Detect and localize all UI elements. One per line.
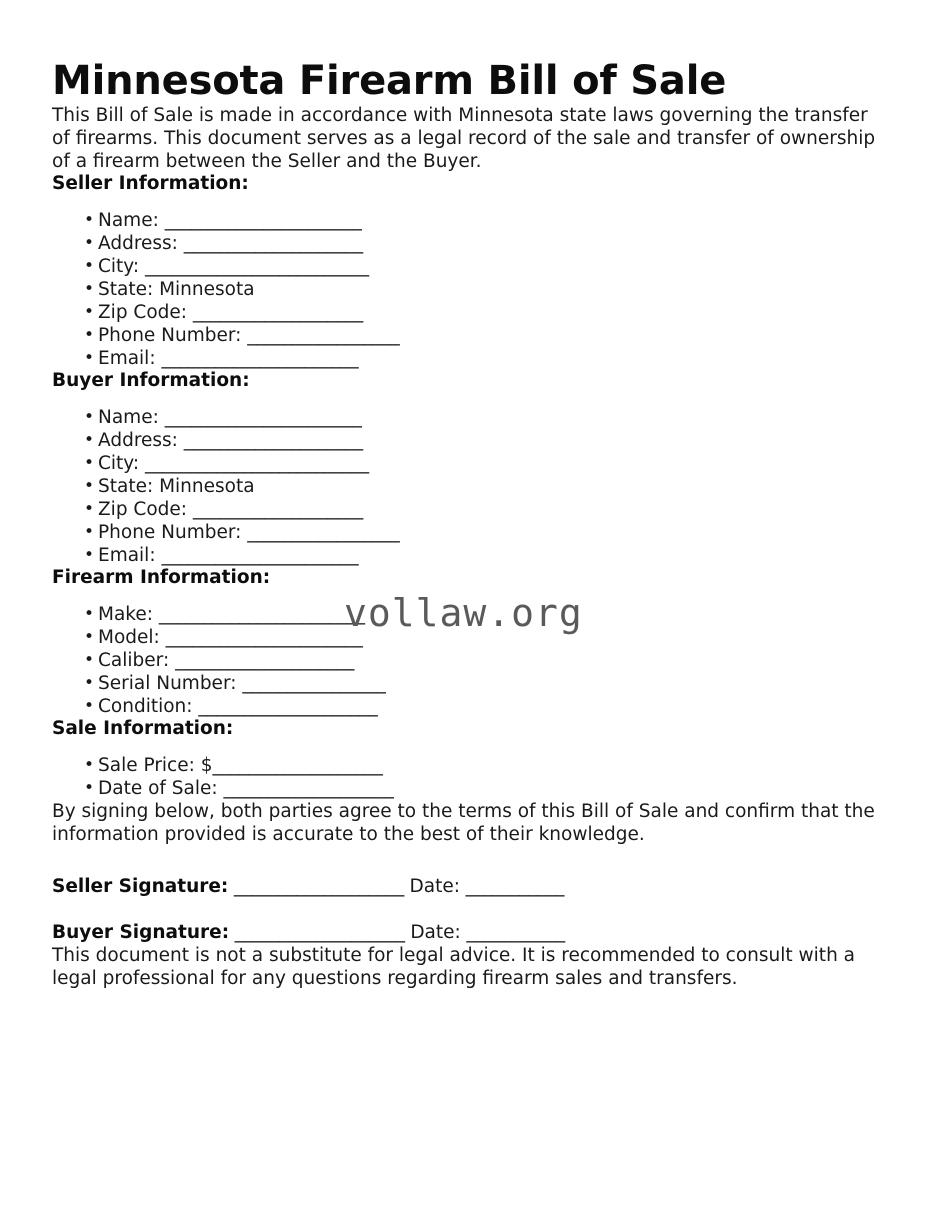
field-label: Zip Code: (98, 302, 193, 323)
field-blank[interactable]: ____________________ (198, 696, 378, 717)
field-label: Email: (98, 348, 162, 369)
field-label: Serial Number: (98, 673, 243, 694)
list-item (98, 626, 891, 649)
buyer-signature-line[interactable]: ___________________ (229, 922, 411, 943)
list-item (98, 754, 891, 777)
section-heading-seller: Seller Information: (52, 173, 249, 194)
list-item (98, 301, 891, 324)
buyer-date-line[interactable]: ___________ (460, 922, 565, 943)
seller-signature-row (52, 875, 891, 898)
section-heading-buyer: Buyer Information: (52, 370, 250, 391)
section-heading-firearm: Firearm Information: (52, 567, 271, 588)
section-heading-sale: Sale Information: (52, 718, 234, 739)
field-blank[interactable]: _________________________ (145, 453, 369, 474)
field-list-firearm (52, 603, 891, 718)
list-item (98, 777, 891, 800)
field-label: Date of Sale: (98, 778, 224, 799)
field-list-buyer (52, 406, 891, 567)
intro-paragraph: This Bill of Sale is made in accordance with Minnesota state laws governing the transfer of firearms. This document serves as a legal record of the sale and transfer of ownership of a firearm between the Seller and the Buyer. (52, 105, 876, 172)
disclaimer-paragraph: This document is not a substitute for legal advice. It is recommended to consult with a legal professional for any questions regarding firearm sales and transfers. (52, 945, 856, 989)
field-label: Address: (98, 430, 184, 451)
field-blank[interactable]: ______________________ (164, 407, 362, 428)
list-item (98, 498, 891, 521)
field-blank[interactable]: _______________________ (158, 604, 365, 625)
field-blank[interactable]: ___________________ (192, 302, 363, 323)
field-blank[interactable]: ______________________ (161, 545, 359, 566)
field-label: Make: (98, 604, 159, 625)
list-item (98, 406, 891, 429)
field-label: Sale Price: $ (98, 755, 213, 776)
field-blank[interactable]: ____________________ (183, 233, 363, 254)
field-label: Model: (98, 627, 166, 648)
signing-paragraph: By signing below, both parties agree to the terms of this Bill of Sale and confirm that the information provided is accurate to the best of their knowledge. (52, 801, 875, 845)
field-label: Condition: (98, 696, 199, 717)
page-title: Minnesota Firearm Bill of Sale (52, 58, 727, 104)
list-item (98, 347, 891, 370)
buyer-signature-row (52, 921, 891, 944)
field-list-seller (52, 209, 891, 370)
field-label: Zip Code: (98, 499, 193, 520)
field-blank[interactable]: ____________________ (183, 430, 363, 451)
field-blank[interactable]: ________________ (242, 673, 386, 694)
list-item (98, 255, 891, 278)
list-item (98, 672, 891, 695)
list-item (98, 232, 891, 255)
field-blank[interactable]: ___________________ (223, 778, 394, 799)
list-item (98, 429, 891, 452)
field-blank[interactable]: _________________________ (145, 256, 369, 277)
seller-signature-label: Seller Signature: (52, 876, 229, 897)
watermark-vollaw: vollaw.org (344, 591, 583, 635)
list-item (98, 603, 891, 626)
field-blank[interactable]: ___________________ (212, 755, 383, 776)
field-label: Name: (98, 407, 165, 428)
field-blank[interactable]: ______________________ (165, 627, 363, 648)
field-label: Caliber: (98, 650, 176, 671)
field-blank[interactable]: ______________________ (164, 210, 362, 231)
field-blank[interactable]: _________________ (247, 522, 400, 543)
field-label: City: (98, 453, 146, 474)
field-blank[interactable]: ___________________ (192, 499, 363, 520)
field-label: City: (98, 256, 146, 277)
seller-date-line[interactable]: ___________ (459, 876, 565, 897)
list-item (98, 544, 891, 567)
list-item (98, 649, 891, 672)
list-item (98, 521, 891, 544)
field-label: Address: (98, 233, 184, 254)
field-label: State: Minnesota (98, 476, 255, 497)
buyer-signature-label: Buyer Signature: (52, 922, 230, 943)
list-item (98, 695, 891, 718)
field-blank[interactable]: ____________________ (175, 650, 355, 671)
list-item (98, 278, 891, 301)
field-label: Phone Number: (98, 325, 248, 346)
list-item (98, 475, 891, 498)
seller-signature-line[interactable]: ___________________ (228, 876, 410, 897)
field-label: Phone Number: (98, 522, 248, 543)
field-label: Name: (98, 210, 165, 231)
field-label: Email: (98, 545, 162, 566)
list-item (98, 209, 891, 232)
field-blank[interactable]: _________________ (247, 325, 400, 346)
field-blank[interactable]: ______________________ (161, 348, 359, 369)
field-list-sale (52, 754, 891, 800)
list-item (98, 452, 891, 475)
list-item (98, 324, 891, 347)
buyer-date-label: Date: (410, 922, 461, 943)
seller-date-label: Date: (409, 876, 460, 897)
field-label: State: Minnesota (98, 279, 255, 300)
